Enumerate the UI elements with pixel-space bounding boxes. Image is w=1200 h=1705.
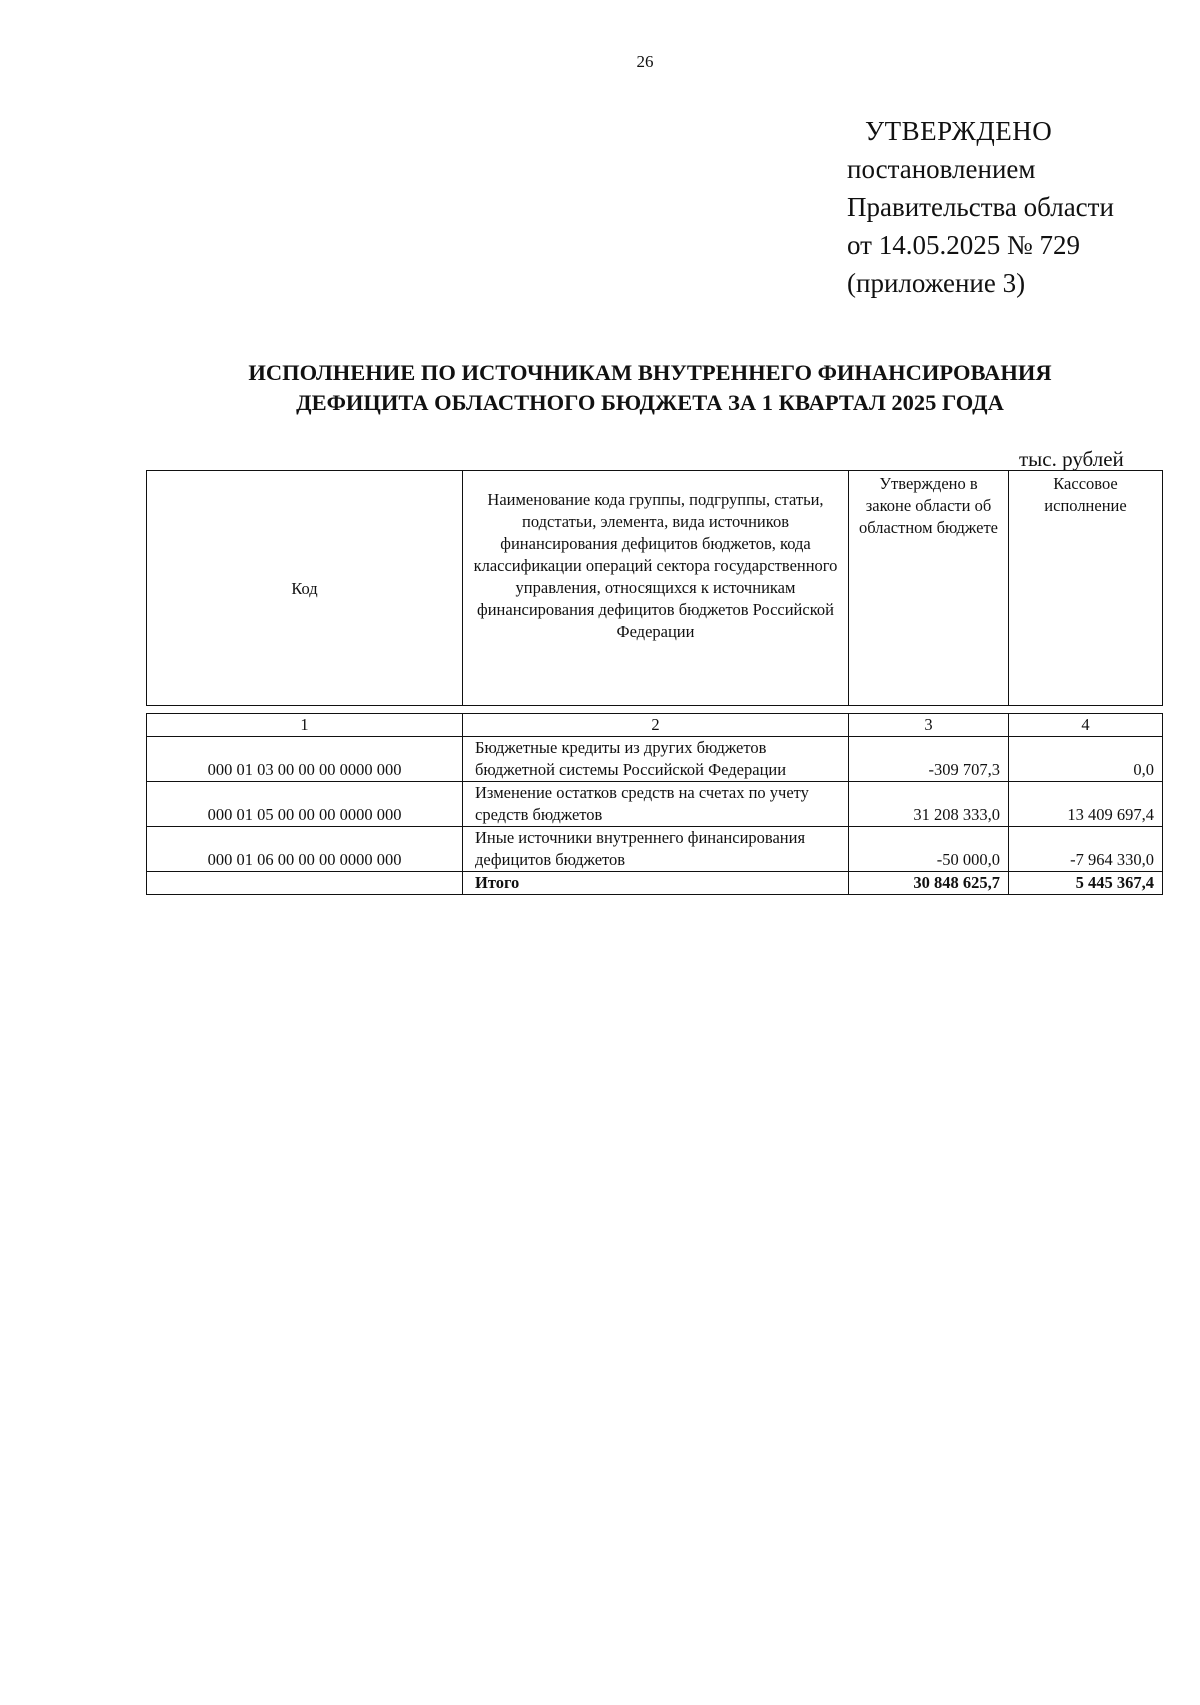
units-label: тыс. рублей — [1019, 447, 1124, 471]
document-title — [145, 358, 1155, 418]
row-approved: -309 707,3 — [849, 737, 1009, 782]
row-approved: -50 000,0 — [849, 827, 1009, 872]
row-name: Иные источники внутреннего финансирования дефицитов бюджетов — [463, 827, 849, 872]
header-name: Наименование кода группы, подгруппы, статьи, подстатьи, элемента, вида источников финансирования дефицитов бюджетов, кода классификации операций сектора государственного управления, относящихся к источникам финансирования дефицитов бюджетов Российской Федерации — [463, 471, 849, 706]
total-label: Итого — [463, 872, 849, 895]
column-number: 4 — [1009, 714, 1163, 737]
total-row — [147, 872, 1163, 895]
total-approved: 30 848 625,7 — [849, 872, 1009, 895]
row-name: Бюджетные кредиты из других бюджетов бюджетной системы Российской Федерации — [463, 737, 849, 782]
column-number-row — [147, 714, 1163, 737]
row-code: 000 01 05 00 00 00 0000 000 — [147, 782, 463, 827]
approval-line: постановлением — [847, 154, 1036, 184]
column-number: 2 — [463, 714, 849, 737]
approval-heading: УТВЕРЖДЕНО — [865, 116, 1053, 146]
data-table — [146, 713, 1163, 895]
document-title-line: ДЕФИЦИТА ОБЛАСТНОГО БЮДЖЕТА ЗА 1 КВАРТАЛ 2025 ГОДА — [296, 390, 1004, 415]
row-name: Изменение остатков средств на счетах по учету средств бюджетов — [463, 782, 849, 827]
column-number: 1 — [147, 714, 463, 737]
table-header — [146, 470, 1163, 706]
document-title-line: ИСПОЛНЕНИЕ ПО ИСТОЧНИКАМ ВНУТРЕННЕГО ФИНАНСИРОВАНИЯ — [248, 360, 1052, 385]
table-row — [147, 782, 1163, 827]
row-code: 000 01 06 00 00 00 0000 000 — [147, 827, 463, 872]
row-executed: 13 409 697,4 — [1009, 782, 1163, 827]
page-number: 26 — [636, 52, 654, 71]
approval-stamp — [847, 112, 1114, 302]
row-executed: 0,0 — [1009, 737, 1163, 782]
approval-appendix: (приложение 3) — [847, 268, 1026, 298]
table-row — [147, 737, 1163, 782]
header-approved: Утверждено в законе области об областном бюджете — [849, 471, 1009, 706]
total-code-empty — [147, 872, 463, 895]
approval-date-number: от 14.05.2025 № 729 — [847, 230, 1080, 260]
column-number: 3 — [849, 714, 1009, 737]
row-approved: 31 208 333,0 — [849, 782, 1009, 827]
total-executed: 5 445 367,4 — [1009, 872, 1163, 895]
row-code: 000 01 03 00 00 00 0000 000 — [147, 737, 463, 782]
row-executed: -7 964 330,0 — [1009, 827, 1163, 872]
table-header-row — [147, 471, 1163, 706]
table-row — [147, 827, 1163, 872]
header-executed: Кассовое исполнение — [1009, 471, 1163, 706]
header-code: Код — [147, 471, 463, 706]
approval-line: Правительства области — [847, 192, 1114, 222]
